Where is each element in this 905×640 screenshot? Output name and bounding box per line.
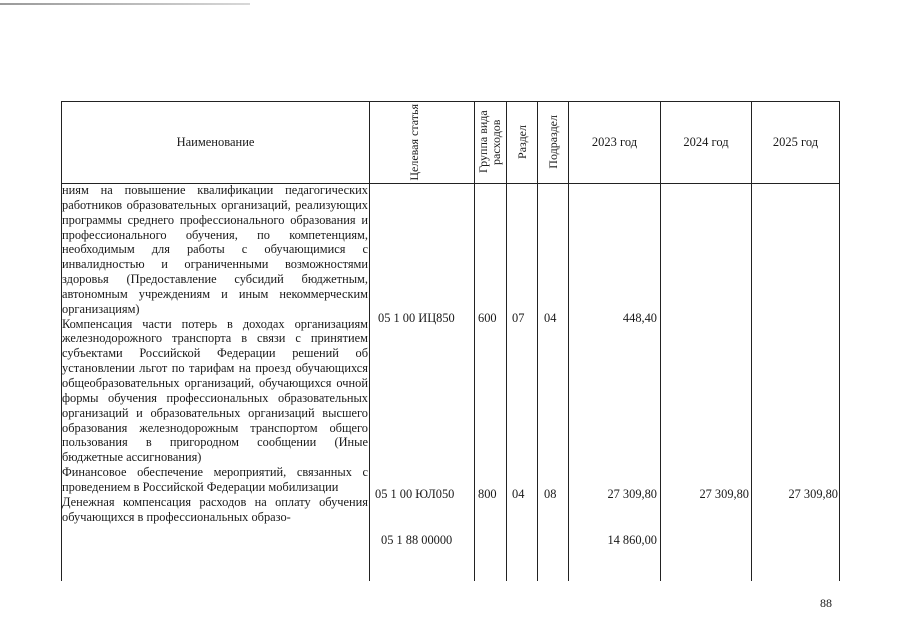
row-group: 800	[478, 487, 497, 501]
row-group: 600	[478, 311, 497, 325]
header-2025: 2025 год	[772, 134, 819, 149]
header-section: Раздел	[514, 125, 529, 159]
row-name: Финансовое обеспечение мероприятий, связанных с проведением в Российской Федерации мобилизации	[62, 465, 368, 494]
row-article: 05 1 00 ИЦ850	[378, 311, 455, 325]
row-value-2025: 27 309,80	[788, 487, 838, 501]
scan-artifact-line	[0, 3, 250, 5]
header-target-article: Целевая статья	[407, 103, 421, 181]
row-subsection: 04	[544, 311, 557, 325]
header-subsection: Подраздел	[545, 115, 560, 169]
row-name: ниям на повышение квалификации педагогических работников образовательных организаций, реализующих программы среднего профессионального образования и профессионального обучения, по компетенциям, необходимым для работы с обучающимися с инвалидностью и ограниченными возможностями здоровья (Предоставление субсидий бюджетным, автономным учреждениям и иным некоммерческим организациям)	[62, 183, 368, 316]
row-section: 04	[512, 487, 525, 501]
row-name: Компенсация части потерь в доходах организациям железнодорожного транспорта в связи с принятием субъектами Российской Федерации решений об установлении льгот по тарифам на проезд обучающихся общеобразовательных организаций, обучающихся очной формы обучения профессиональных образовательных организаций и образовательных организаций высшего образования железнодорожным транспортом общего пользования в пригородном сообщении (Иные бюджетные ассигнования)	[62, 316, 368, 465]
row-value-2023: 14 860,00	[607, 533, 657, 547]
header-name: Наименование	[176, 134, 255, 149]
header-2024: 2024 год	[683, 134, 729, 149]
page-number: 88	[820, 596, 832, 610]
row-subsection: 08	[544, 487, 557, 501]
row-name: Денежная компенсация расходов на оплату обучения обучающихся в профессиональных образо-	[62, 494, 368, 524]
row-article: 05 1 00 ЮЛ050	[375, 487, 455, 501]
row-section: 07	[512, 311, 525, 325]
row-article: 05 1 88 00000	[381, 533, 453, 547]
header-expense-group: Группа вида расходов	[475, 110, 503, 174]
header-2023: 2023 год	[591, 134, 638, 149]
row-value-2023: 27 309,80	[607, 487, 657, 501]
row-value-2024: 27 309,80	[699, 487, 749, 501]
row-value-2023: 448,40	[622, 311, 657, 325]
col-border-right	[839, 101, 840, 581]
name-column	[62, 183, 368, 524]
